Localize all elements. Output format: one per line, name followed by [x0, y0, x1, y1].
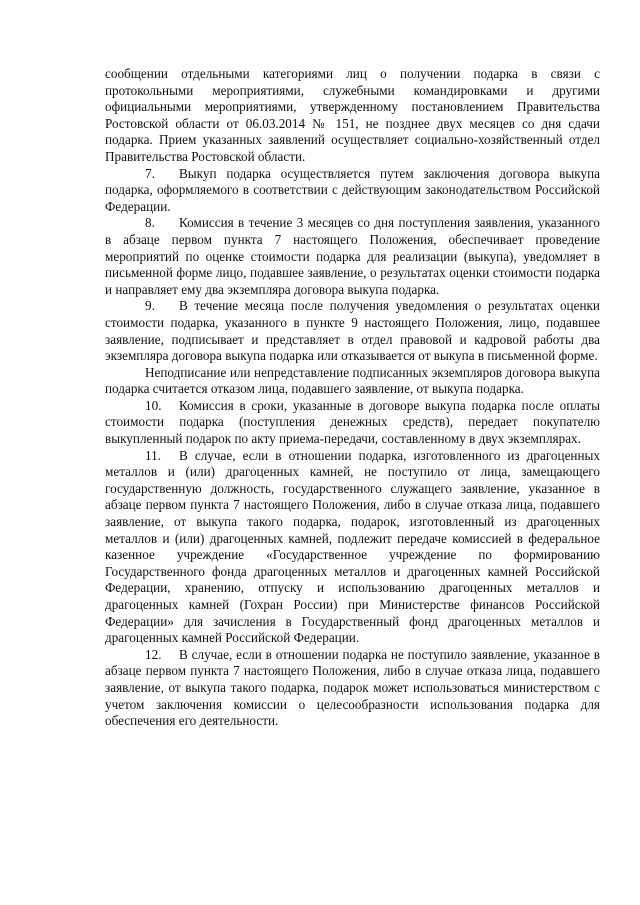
paragraph-text: Комиссия в сроки, указанные в договоре выкупа подарка после оплаты стоимости подарка (поступления денежных средств), передает покупателю выкупленный подарок по акту приема-передачи, составленному в двух экземплярах.	[105, 397, 600, 447]
paragraph-text: Комиссия в течение 3 месяцев со дня поступления заявления, указанного в абзаце первом пункта 7 настоящего Положения, обеспечивает проведение мероприятий по оценке стоимости подарка для реализации (выкупа), уведомляет в письменной форме лицо, подавшее заявление, о результатах оценки стоимости подарка и направляет ему два экземпляра договора выкупа подарка.	[105, 215, 600, 297]
paragraph-text: Неподписание или непредставление подписанных экземпляров договора выкупа подарка считается отказом лица, подавшего заявление, от выкупа подарка.	[105, 364, 600, 397]
paragraph-number: 11.	[145, 447, 161, 463]
paragraph-item-7	[105, 166, 600, 216]
paragraph-text: сообщении отдельными категориями лиц о получении подарка в связи с протокольными мероприятиями, служебными командировками и другими официальными мероприятиями, утвержденному постановлением Правительства Ростовской области от 06.03.2014 № 151, не позднее двух месяцев со дня сдачи подарка. Прием указанных заявлений осуществляет социально-хозяйственный отдел Правительства Ростовской области.	[105, 66, 600, 164]
paragraph-continuation	[105, 66, 600, 166]
paragraph-item-8	[105, 215, 600, 298]
paragraph-item-10	[105, 398, 600, 448]
paragraph-text: В случае, если в отношении подарка не поступило заявление, указанное в абзаце первом пункта 7 настоящего Положения, либо в случае отказа лица, подавшего заявление, от выкупа такого подарка, подарок может использоваться министерством с учетом заключения комиссии о целесообразности использования подарка для обеспечения его деятельности.	[105, 646, 600, 729]
paragraph-item-11	[105, 448, 600, 647]
document-page	[105, 66, 600, 730]
paragraph-number: 9.	[145, 298, 155, 314]
paragraph-item-9	[105, 298, 600, 364]
paragraph-number: 12.	[145, 646, 162, 662]
paragraph-item-12	[105, 647, 600, 730]
paragraph-number: 10.	[145, 397, 162, 413]
paragraph-number: 8.	[145, 215, 155, 231]
paragraph-item-9-continued	[105, 365, 600, 398]
paragraph-text: Выкуп подарка осуществляется путем заключения договора выкупа подарка, оформляемого в соответствии с действующим законодательством Российской Федерации.	[105, 165, 600, 214]
paragraph-text: В случае, если в отношении подарка, изготовленного из драгоценных металлов и (или) драгоценных камней, не поступило от лица, замещающего государственную должность, государственного служащего заявление, указанное в абзаце первом пункта 7 настоящего Положения, либо в случае отказа лица, подавшего заявление, от выкупа такого подарка, подарок, изготовленный из драгоценных металлов и (или) драгоценных камней, подлежит передаче комиссией в федеральное казенное учреждение «Государственное учреждение по формированию Государственного фонда драгоценных металлов и драгоценных камней Российской Федерации, хранению, отпуску и использованию драгоценных металлов и драгоценных камней (Гохран России) при Министерстве финансов Российской Федерации» для зачисления в Государственный фонд драгоценных металлов и драгоценных камней Российской Федерации.	[105, 447, 600, 646]
paragraph-text: В течение месяца после получения уведомления о результатах оценки стоимости подарка, указанного в пункте 9 настоящего Положения, лицо, подавшее заявление, подписывает и представляет в отдел правовой и кадровой работы два экземпляра договора выкупа подарка или отказывается от выкупа в письменной форме.	[105, 298, 600, 364]
paragraph-number: 7.	[145, 165, 155, 181]
